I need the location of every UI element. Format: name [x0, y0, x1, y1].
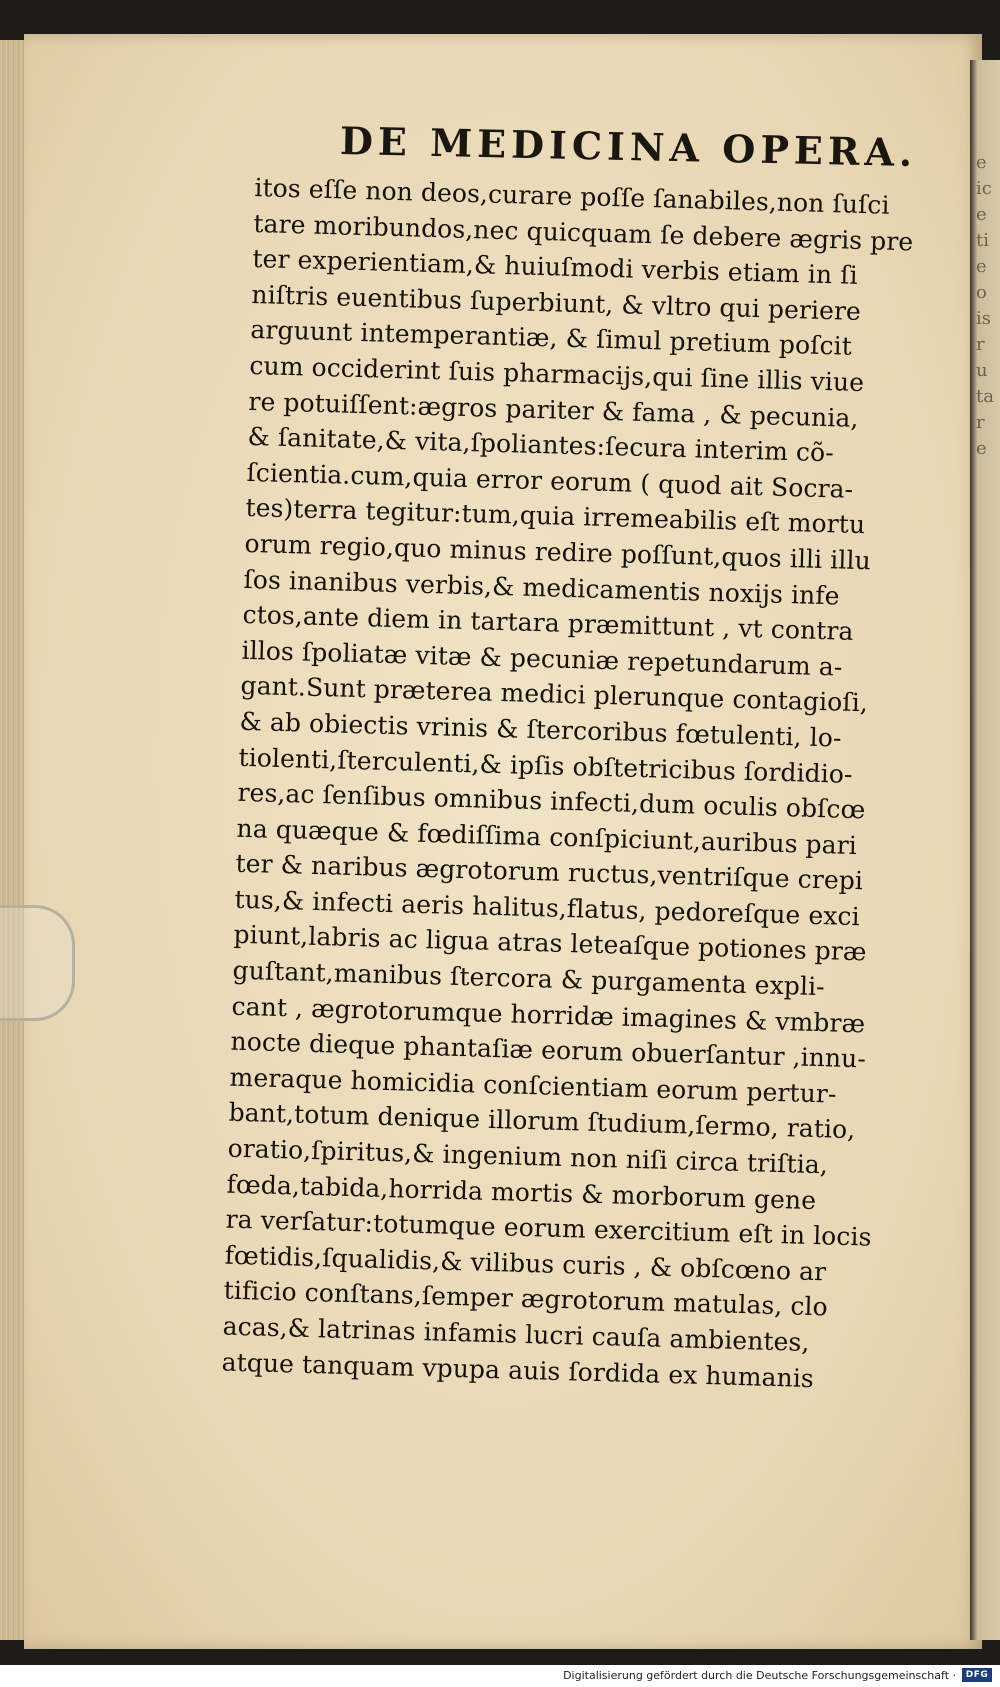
dfg-logo: DFG — [962, 1668, 992, 1682]
text-line: piunt,labris ac ligua atras leteaſque potiones præ — [233, 920, 867, 967]
text-line: cant , ægrotorumque horridæ imagines & vmbræ — [231, 991, 866, 1039]
text-line: gant.Sunt præterea medici plerunque contagioſi, — [240, 671, 869, 718]
text-line: res,ac ſenſibus omnibus infecti,dum oculis obſcœ — [237, 777, 866, 825]
text-line: tare moribundos,nec quicquam ſe debere ægris pre — [253, 208, 914, 256]
body-text — [221, 170, 955, 1399]
text-line: niſtris euentibus ſuperbiunt, & vltro qui periere — [251, 279, 862, 326]
text-line: arguunt intemperantiæ, & ſimul pretium poſcit — [250, 315, 853, 362]
text-line: ter & naribus ægrotorum ructus,ventriſque crepi — [235, 849, 864, 896]
text-line: bant,totum denique illorum ſtudium,ſermo, ratio, — [228, 1098, 856, 1145]
text-line: orum regio,quo minus redire poſſunt,quos illi illu — [244, 528, 872, 576]
text-line: re potuiſſent:ægros pariter & fama , & pecunia, — [248, 386, 859, 433]
text-line: oratio,ſpiritus,& ingenium non niſi circa triſtia, — [227, 1133, 829, 1180]
text-line: atque tanquam vpupa auis ſordida ex humanis — [221, 1347, 815, 1393]
text-line: na quæque & fœdiſſima conſpiciunt,auribus pari — [236, 813, 858, 860]
text-line: ra verſatur:totumque eorum exercitium eſt in locis — [225, 1204, 872, 1252]
text-line: tes)terra tegitur:tum,quia irremeabilis eſt mortu — [245, 493, 866, 540]
text-line: & ſanitate,& vita,ſpoliantes:ſecura interim cõ- — [247, 422, 835, 468]
funding-credit: Digitalisierung gefördert durch die Deutsche Forschungsgemeinschaft · — [563, 1669, 956, 1682]
text-line: fœda,tabida,horrida mortis & morborum gene — [226, 1169, 817, 1215]
text-line: illos ſpoliatæ vitæ & pecuniæ repetundarum a- — [241, 635, 843, 682]
text-line: cum occiderint ſuis pharmacijs,qui ſine illis viue — [249, 350, 865, 398]
running-head: DE MEDICINA OPERA. — [339, 118, 918, 176]
text-line: ctos,ante diem in tartara præmittunt , vt contra — [242, 599, 854, 647]
facing-page-edge — [970, 60, 1000, 1640]
text-line: tificio conſtans,ſemper ægrotorum matulas, clo — [223, 1275, 829, 1322]
text-line: guſtant,manibus ſtercora & purgamenta expli- — [232, 955, 826, 1002]
text-line: tiolenti,ſterculenti,& ipſis obſtetricibus ſordidio- — [238, 742, 853, 789]
text-line: itos eſſe non deos,curare poſſe ſanabiles,non ſuſci — [254, 172, 890, 220]
text-line: meraque homicidia conſcientiam eorum pertur- — [229, 1062, 837, 1109]
page-clip — [0, 905, 75, 1021]
facing-page-text-fragment: e ic e ti e o is r u ta r e — [976, 152, 994, 459]
text-line: nocte dieque phantaſiæ eorum obuerſantur ,innu- — [230, 1026, 867, 1074]
text-line: acas,& latrinas infamis lucri cauſa ambientes, — [222, 1311, 810, 1357]
text-line: tus,& infecti aeris halitus,flatus, pedoreſque exci — [234, 884, 861, 932]
text-line: ter experientiam,& huiuſmodi verbis etiam in ſi — [252, 244, 859, 291]
text-line: ſos inanibus verbis,& medicamentis noxijs infe — [243, 564, 841, 611]
text-line: & ab obiectis vrinis & ſtercoribus fœtulenti, lo- — [239, 706, 842, 753]
text-line: ſcientia.cum,quia error eorum ( quod ait Socra- — [246, 457, 854, 504]
text-line: fœtidis,ſqualidis,& vilibus curis , & obſcœno ar — [224, 1240, 827, 1287]
